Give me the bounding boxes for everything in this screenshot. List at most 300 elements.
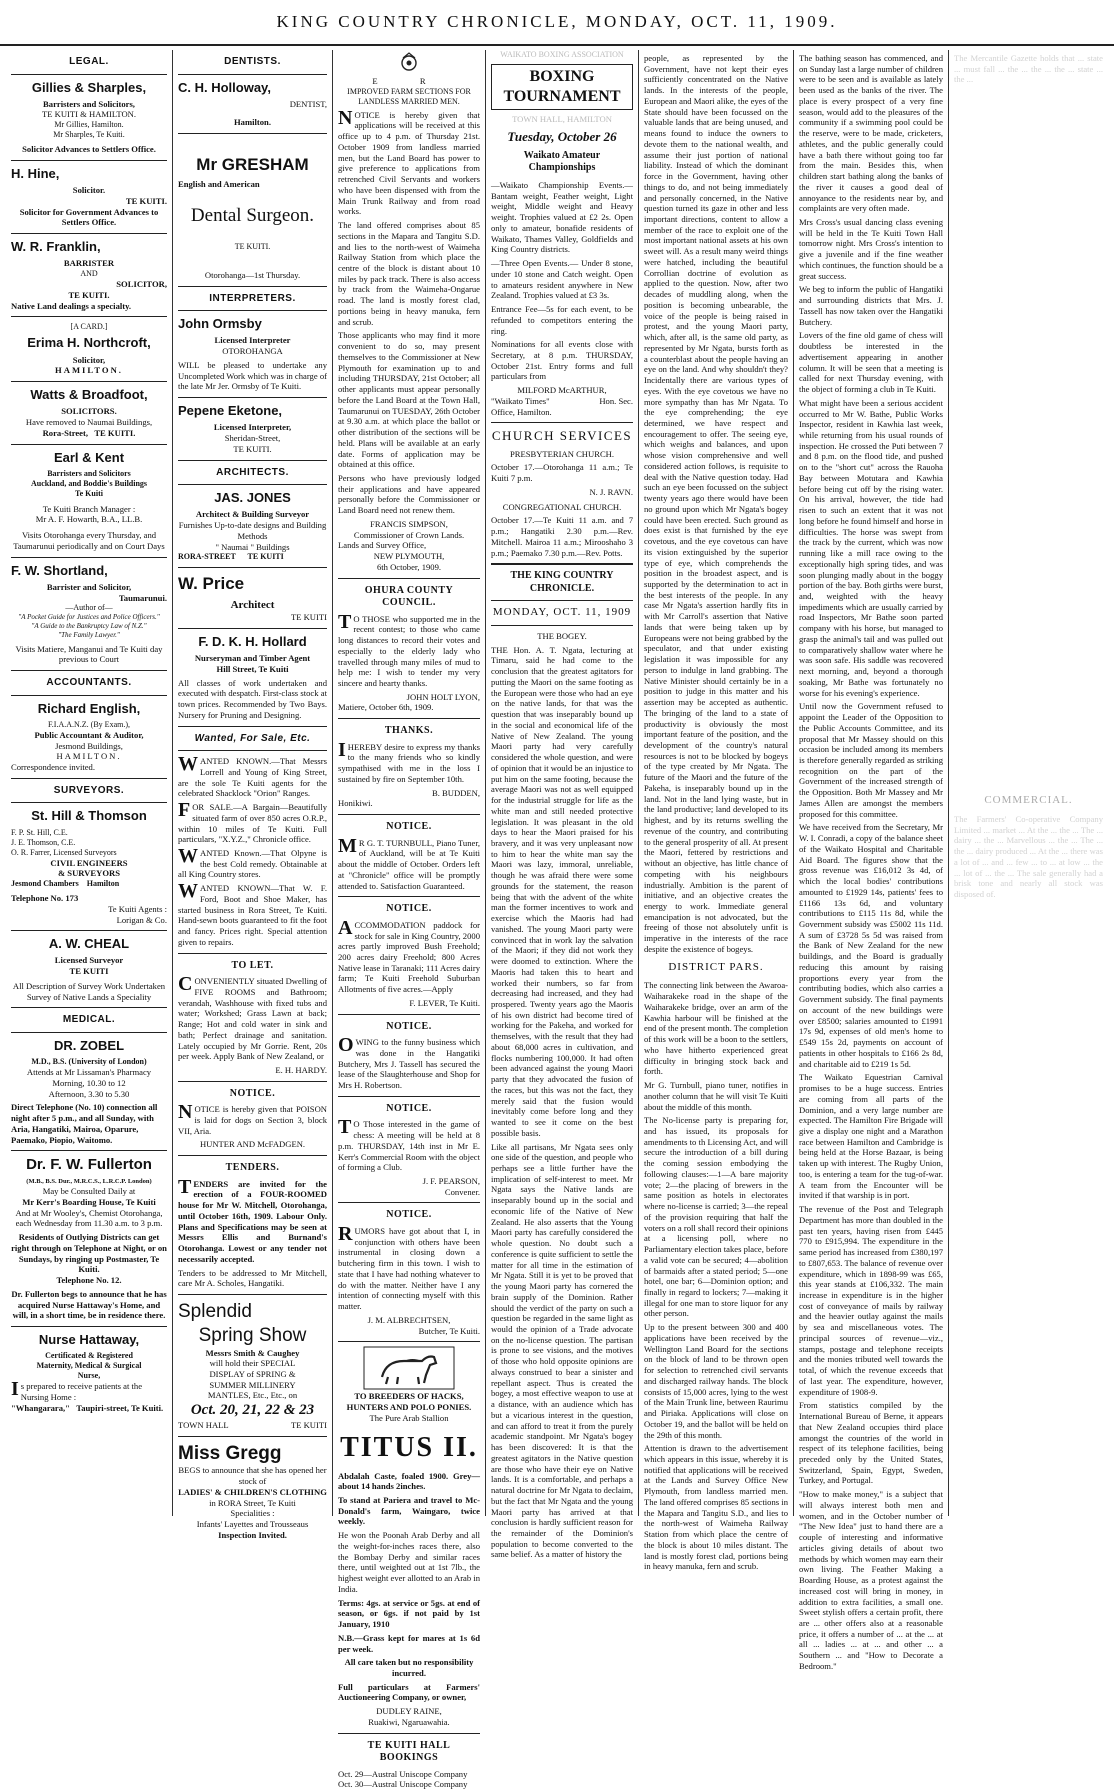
classified-wanted-3: WANTED KNOWN—That W. F. Ford, Boot and Shoe Maker, has started business in Rora Street, Te Kuiti. Hand-sewn boots guaranteed to fit the foot and fancy. Prices right. Special attention given to repairs. [178, 880, 327, 947]
ad-line: Is prepared to receive patients at the Nursing Home : [11, 1378, 143, 1402]
ad-line: Visits Matiere, Manganui and Te Kuiti day previous to Court [15, 643, 163, 665]
ad-eketone [178, 403, 327, 454]
ad-line: Waikato Amateur Championships [523, 149, 601, 174]
news-item: We have received from the Secretary, Mr W. I. Conradi, a copy of the balance sheet of the Waikato Hospital and Charitable Aid Board. The figures show that the gross revenue was £16,012 3s 4d, of which the local bodies' contributions amounted to £1929 14s, patients' fees to £1166 13s 6d, and voluntary contributions to £115 11s 8d, while the Government subsidy was £5002 11s 11d. A sum of £3728 5s 5d was raised from the Bank of New Zealand for the new buildings, and the Board is gradually reducing this amount by raising proportions every year from the contributing bodies, which also carries a Government subsidy. The final payments on account of the new buildings were over £8500; salaries amounted to £1991 17s 9d, expenses of old men's home to £549 15s 2d, payments on account of patients in other hospitals to £166 2s 8d, and charitable aid to £219 1s 5d. [799, 822, 943, 1069]
ohura-notice: TO THOSE who supported me in the recent contest; to those who came long distances to record their votes and especially to the elderly lady who travelled through many miles of mud to help me: I wish to tender my very sincere and hearty thanks. [338, 610, 480, 688]
ad-english [11, 701, 167, 773]
section-heading-dentists: DENTISTS. [224, 56, 281, 67]
classified-to-let: CONVENIENTLY situated Dwelling of FIVE ROOMS and Bathroom; verandah, Washhouse with fixed tubs and water; Workshed; Grass Lawn at back; Range; Hot and cold water in sink and bath; Perfect drainage and sanitation. Lately occupied by Mr Gorrie. Rent, 20s per week. Apply Bank of New Zealand, or [178, 973, 327, 1062]
ad-line: English and American [178, 179, 260, 190]
ad-zobel [11, 1038, 167, 1145]
divider [491, 563, 633, 565]
signature: FRANCIS SIMPSON, [370, 518, 448, 529]
divider [11, 1150, 167, 1151]
ad-line: N.B.—Grass kept for mares at 1s 6d per week. [338, 1632, 480, 1654]
boxing-entrance: Entrance Fee—5s for each event, to be refunded to competitors entering the ring. [491, 304, 633, 336]
ad-title: JAS. JONES [214, 490, 291, 506]
divider [338, 1202, 480, 1203]
section-heading-church: CHURCH SERVICES [491, 428, 633, 444]
column-4 [486, 50, 639, 1560]
ad-title: Earl & Kent [53, 449, 125, 465]
ad-gillies [11, 80, 167, 155]
news-item: Mr G. Turnbull, piano tuner, notifies in another column that he will visit Te Kuiti about the middle of this month. [644, 1080, 788, 1112]
rumors-notice: RUMORS have got about that I, in conjunction with others have been instrumental in closing down a butchering firm in this town. I wish to state that I have had nothing whatever to do with the matter. Neither have I any intention of connecting myself with this matter. [338, 1222, 480, 1312]
ad-line: Lorigan & Co. [116, 914, 167, 925]
ad-line: Otorohanga—1st Thursday. [204, 269, 301, 280]
ad-line: F.I.A.A.N.Z. (By Exam.), [47, 719, 130, 729]
ad-line: Nurseryman and Timber Agent [194, 653, 311, 664]
signature: B. BUDDEN, [432, 787, 480, 798]
ad-gregg [178, 1442, 327, 1541]
ad-line: Hamilton [86, 879, 120, 889]
church-service: October 17.—Te Kuiti 11 a.m. and 7 p.m.; Hangatiki 2.30 p.m.—Rev. Mitchell. Mairoa 11 a.m.; Mirooshaho 3 p.m.; Paemako 7.30 p.m.—Rev. Potts. [491, 515, 633, 558]
column-5 [639, 50, 794, 1572]
news-item: Mrs Cross's usual dancing class evening will be held in the Te Kuiti Town Hall tomorrow night. Mrs Cross's intention to give a juvenile and if the fine weather which continues, the function should be a great success. [799, 217, 943, 281]
butchery-notice: OWING to the funny business which was done in the Hangatiki Butchery, Mrs J. Tassell has secured the lease of the Slaughterhouse and Shop for Mrs H. Robertson. [338, 1034, 480, 1091]
divider [11, 160, 167, 161]
divider [178, 1294, 327, 1295]
ad-line: TE KUITI. [125, 195, 167, 206]
ad-title: TITUS II. [340, 1431, 478, 1463]
ad-line: TOWN HALL, HAMILTON [512, 114, 612, 124]
divider [178, 460, 327, 461]
news-item: The bathing season has commenced, and on Sunday last a large number of children were to be seen and is available as lately been used as the banks of the river. The place is every prospect of a very fine season, would add to the pleasures of the community if a swimming pool could be the reserve, were to be made, cricketers, athletes, and the public generally could have a bath there without going too far from the main. Besides this, when children start bathing along the banks of the river it causes a good deal of annoyance to the residents near by, and complaints are very often made. [799, 53, 943, 214]
divider [338, 1733, 480, 1734]
ad-line: Barrister and Solicitor, [46, 581, 132, 592]
ad-line: TE KUITI [247, 552, 284, 562]
ad-title: St. Hill & Thomson [31, 808, 147, 824]
ad-line: " Naumai " Buildings [215, 541, 290, 552]
ad-line: Tuesday, October 26 [507, 128, 617, 144]
divider [178, 484, 327, 485]
ad-line: & SURVEYORS [57, 868, 120, 879]
ad-line: OTOROHANGA [222, 346, 283, 357]
ad-line: Hamilton. [233, 117, 271, 128]
section-heading-notice: NOTICE. [229, 1087, 276, 1099]
church-heading: CONGREGATIONAL CHURCH. [502, 501, 622, 512]
ad-line: Oct. 20, 21, 22 & 23 [190, 1402, 315, 1419]
ad-title: F. D. K. H. Hollard [198, 633, 307, 649]
ad-line: Telephone No. 173 [11, 893, 79, 904]
section-heading-legal: LEGAL. [69, 56, 109, 67]
ad-title: F. W. Shortland, [11, 562, 108, 578]
ad-line: TOWN HALL [178, 1419, 229, 1430]
ad-ormsby [178, 316, 327, 392]
ad-line: Residents of Outlying Districts can get right through on Telephone at Night, or on Sundays, by ringing up Postmaster, Te Kuiti. [11, 1232, 167, 1275]
signature: 6th October, 1909. [376, 561, 442, 572]
ad-line: TE KUITI [69, 966, 109, 977]
ad-line: Licensed Surveyor [54, 955, 124, 966]
ad-line: Certificated & Registered [45, 1351, 133, 1361]
divider [338, 718, 480, 719]
divider [178, 628, 327, 629]
signature: N. J. RAVN. [589, 486, 633, 497]
ad-hattaway [11, 1332, 167, 1413]
section-heading-interpreters: INTERPRETERS. [209, 292, 296, 304]
boxing-events: —Waikato Championship Events.— Bantam weight, Feather weight, Light weight, Middle weight and Heavy weight. Trophies valued at £2 2s. Open only to amateur, bonafide residents of Waikato, Thames Valley, Goldfields and King Country districts. [491, 179, 633, 255]
news-item: From statistics compiled by the International Bureau of Berne, it appears that New Zealand occupies third place amongst the countries of the world in respect of its telephone facilities, being preceded only by the United States, Switzerland, Spain, Egypt, Sweden, Turkey, and Portugal. [799, 1400, 943, 1486]
divider [11, 1032, 167, 1033]
ad-title: Miss Gregg [178, 1442, 282, 1464]
ad-line: TE KUITI. [94, 427, 136, 438]
ad-line: Barristers and Solicitors [47, 468, 131, 478]
ad-line: "Whangarara," [11, 1402, 70, 1413]
ad-title: Nurse Hattaway, [38, 1332, 140, 1347]
ad-franklin [11, 239, 167, 311]
ad-holloway [178, 80, 327, 129]
section-heading-notice: NOTICE. [386, 1102, 432, 1114]
section-heading-ohura: OHURA COUNTY COUNCIL. [364, 584, 454, 609]
section-heading-notice: NOTICE. [386, 1209, 432, 1221]
ad-line: "The Family Lawyer." [58, 630, 120, 639]
ad-line: Direct Telephone (No. 10) connection all night after 5 p.m., and all Sunday, with Aria, Hangatiki, Mairoa, Oparure, Paemako, Piopio, Waitomo. [11, 1102, 158, 1145]
land-notice-persons: Persons who have previously lodged their applications and have appeared personally before the Commissioner or Land Board need not renew them. [338, 472, 480, 516]
ad-title: Splendid [178, 1301, 252, 1323]
column-2 [173, 50, 333, 1540]
ad-line: "A Pocket Guide for Justices and Police Officers." [18, 613, 160, 622]
ad-line: Architect [230, 598, 275, 611]
divider [178, 397, 327, 398]
divider [338, 578, 480, 579]
land-notice-offered: The land offered comprises about 85 sections in the Mapara and Tangitu S.D. and lies to the north-west of Waimeha Railway Station from which place the centre of the block is distant about 10 miles by pack track. There is also access by track from the Waimeha-Ongarue road. The land is mostly forest clad, portions being in heavy manuka, fern and scrub. [338, 220, 480, 327]
divider [338, 896, 480, 897]
classified-for-sale: FOR SALE.—A Bargain—Beautifully situated farm of over 850 acres O.R.P., within 10 miles of Te Kuiti. Full particulars, "X.Y.Z.," Chronicle office. [178, 799, 327, 845]
divider [178, 1081, 327, 1082]
ad-line: TO BREEDERS OF HACKS, HUNTERS AND POLO PONIES. [346, 1391, 472, 1413]
ad-line: And at Mr Wooley's, Chemist Otorohanga, each Wednesday from 11.30 a.m. to 3 p.m. [15, 1207, 163, 1229]
section-heading-tenders: TENDERS. [225, 1162, 280, 1174]
ad-title: Gillies & Sharples, [31, 79, 147, 95]
ad-line: Solicitor Advances to Settlers Office. [22, 144, 156, 155]
ad-title: A. W. CHEAL [48, 936, 130, 952]
divider [11, 74, 167, 75]
ad-line: "A Guide to the Bankruptcy Law of N.Z." [31, 622, 147, 631]
divider [11, 1007, 167, 1008]
ad-line: Specialities : [230, 1508, 275, 1519]
ad-sthill [11, 808, 167, 925]
ad-line: TE KUITI [290, 612, 327, 623]
column-6 [794, 50, 949, 1671]
ad-line: Te Kuiti Branch Manager : [42, 503, 136, 514]
ad-title: John Ormsby [178, 316, 262, 332]
section-heading-bookings: TE KUITI HALL BOOKINGS [367, 1739, 451, 1764]
ad-line: Attends at Mr Lissaman's Pharmacy Morning, 10.30 to 12 [26, 1067, 152, 1088]
ad-fullerton [11, 1156, 167, 1321]
divider [178, 286, 327, 287]
card-label: [A CARD.] [70, 322, 108, 332]
ad-line: Public Accountant & Auditor, [34, 729, 144, 740]
ad-line: Solicitor. [72, 185, 106, 196]
ad-line: Full particulars at Farmers' Auctioneering Company, or owner, [338, 1681, 480, 1703]
ad-price [178, 573, 327, 623]
ad-line: TE KUITI [290, 1419, 327, 1430]
ad-line: The Pure Arab Stallion [369, 1412, 449, 1423]
ad-line: Rora-Street, [42, 427, 89, 438]
ad-line: Taupiri-street, Te Kuiti. [76, 1402, 164, 1413]
signature: J. M. ALBRECHTSEN, [367, 1314, 451, 1325]
paper-title: THE KING COUNTRY CHRONICLE. [510, 570, 614, 594]
ad-line: TE KUITI. [234, 241, 271, 251]
ad-line: Mr Gillies, Hamilton. [54, 120, 124, 130]
ad-line: Architect & Building Surveyor [195, 509, 310, 520]
ad-line: BEGS to announce that she has opened her stock of [178, 1465, 327, 1487]
divider [178, 726, 327, 727]
news-item: The No-license party is preparing for, and has issued, its proposals for amendments to th Licensing Act, and will secure the introduction of a bill during the coming session embodying the following clauses:—1—A bare majority vote; 2—the placing of brewers in the same position as hotels in electorates where no-license is carried; 3—the repeal of the provision requiring that half the voters on a roll shall record their opinions at a licensing poll, where no Parliamentary election takes place, before a valid vote can be secured; 4—abolition of barmaids after a stated period; 5—one hotel, one bar; 6—Dominion option; and finally in regard to lockers; 7—making it illegal for one man to store liquor for any other person. [644, 1115, 788, 1319]
ad-title: W. R. Franklin, [11, 239, 101, 255]
chess-notice: TO Those interested in the game of chess: A meeting will be held at 8 p.m. THURSDAY, 14th inst in Mr E. Kerr's Commercial Room with the object of forming a Club. [338, 1116, 480, 1173]
ad-line: Te Kuiti Agents : [108, 903, 167, 914]
signature: Matiere, October 6th, 1909. [338, 702, 434, 713]
turnbull-notice: MR G. T. TURNBULL, Piano Tuner, of Auckland, will be at Te Kuiti about the middle of October. Orders left at "Chronicle" office will be promptly attended to. Satisfaction Guaranteed. [338, 834, 480, 891]
classified-tenders: TENDERS are invited for the erection of a FOUR-ROOMED house for Mr W. Mitchell, Otorohanga, until October 16th, 1909. Labour Only. Plans and Specifications may be seen at Messrs Ellis and Burnand's Otorohanga. Lowest or any tender not necessarily accepted. [178, 1175, 327, 1264]
ad-spring-show [178, 1300, 327, 1431]
classified-notice: NOTICE is hereby given that POISON is laid for dogs on Section 3, block VII, Aria. [178, 1101, 327, 1136]
news-item: We beg to inform the public of Hangatiki and surrounding districts that Mrs. J. Tassell has now taken over the Hangatiki Butchery. [799, 284, 943, 327]
ad-line: Abdalah Caste, foaled 1900. Grey—about 14 hands 2inches. [338, 1470, 480, 1492]
section-heading-notice: NOTICE. [386, 903, 432, 915]
divider [338, 1096, 480, 1097]
ad-line: (M.B., B.S. Dur., M.R.C.S., L.R.C.P. London) [26, 1178, 152, 1186]
ad-line: Furnishes Up-to-date designs and Building Methods [178, 520, 327, 541]
news-item: Lovers of the fine old game of chess will doubtless be interested in the advertisement appearing in another column. It will be seen that a meeting is called for next Thursday evening, with the object of forming a club in Te Kuiti. [799, 330, 943, 395]
ad-line: Sheridan-Street, [224, 433, 281, 444]
ad-line: O. R. Farrer, [11, 847, 52, 857]
section-heading-wanted: Wanted, For Sale, Etc. [194, 732, 311, 744]
classified-wanted-2: WANTED Known.—That Olpyne is the best Cold remedy. Obtainable at all King Country stores. [178, 845, 327, 880]
ad-line: Hill Street, Te Kuiti [216, 663, 289, 674]
section-heading-architects: ARCHITECTS. [216, 466, 289, 478]
ad-jones [178, 490, 327, 562]
ad-line: All Description of Survey Work Undertaken [12, 980, 166, 991]
classified-wanted-1: WANTED KNOWN.—That Messrs Lorrell and Young of King Street, are the sole Te Kuiti agents for the celebrated Shacklock "Orion" Ranges. [178, 753, 327, 799]
crest-letters: E R [372, 76, 446, 86]
ad-line: WILL be pleased to undertake any Uncompleted Work which was in charge of the late Mr Jer. Ormsby of Te Kuiti. [178, 359, 327, 392]
signature: Hon. Sec. [599, 395, 633, 406]
signature: Commissioner of Crown Lands. [353, 529, 465, 540]
ad-line: Terms: 4gs. at service or 5gs. at end of season, or 6gs. if not paid by 1st January, 1910 [338, 1597, 480, 1630]
article-heading: THE BOGEY. [537, 631, 587, 642]
ad-line: Licensed Surveyors [53, 847, 117, 857]
signature: Office, Hamilton. [491, 406, 552, 417]
news-item: Attention is drawn to the advertisement which appears in this issue, whereby it is notified that applications will be received at the Lands and Survey Office New Plymouth, from landless married men. The land offered comprises 85 sections in the Mapara and Tangitu S.D., and lies to the north-west of Waimeha Railway Station from which place the centre of the block is about 10 miles distant. The land is mostly forest clad, portions being in heavy manuka, fern and scrub. [644, 1443, 788, 1572]
section-heading-district-pars: DISTRICT PARS. [668, 960, 764, 973]
ad-title: C. H. Holloway, [178, 79, 271, 95]
divider [11, 557, 167, 558]
ad-title: Spring Show [198, 1324, 307, 1346]
accommodation-notice: ACCOMMODATION paddock for stock for sale in King Country, 2000 acres partly improved Bush Freehold; 200 acres dairy Freehold; 800 Acres Native lease in Taranaki; 111 Acres dairy farm; Te Kuiti Freehold Suburban Allotments of five acres.—Apply [338, 916, 480, 995]
thanks-notice: IHEREBY desire to express my thanks to the many friends who so kindly sympathised with me in the loss I sustained by fire on September 10th. [338, 738, 480, 784]
section-heading-commercial: COMMERCIAL. [984, 794, 1073, 807]
land-notice: NOTICE is hereby given that applications will be received at this office up to 4 p.m. of Thursday 21st. October 1909 from landless married men, but the Land Board has power to give preference to applications from retrenched Civil Servants and workers who have been dispensed with from the Main Trunk Railway and from road works. [338, 106, 480, 217]
land-notice-those: Those applicants who may find it more convenient to do so, may present themselves to the Commissioner at New Plymouth for examination up to and including THURSDAY, 21st October; all other applicants must appear personally before the Land Board at the Town Hall, Taumarunui on TUESDAY, 26th October at 9.30 a.m. at which place the ballot or other distribution of the sections will be held. Plans will be available at an early date. Forms of application may be obtained at this office. [338, 330, 480, 470]
ad-line: CIVIL ENGINEERS [50, 857, 128, 868]
divider [11, 316, 167, 317]
ad-line: will hold their SPECIAL [209, 1358, 296, 1369]
news-item: What might have been a serious accident occurred to Mr W. Bathe, Public Works Inspector, resident in Kawhia last week, while returning from his usual rounds of inspection. He crossed the Puti between 7 and 8 p.m. on the flood tide, and pushed on to the "short cut" across the Rauoha Bay between Motutara and Kawhia before being cut off by the rising water. On his arrival, however, the tide had risen to such an extent that it was not long before he found himself and horse in difficulties. The horse was swept from the track by the current, which was now running like a mill race owing to the exceptionally high spring tides, and was soon plunging madly about in the boggy portion of the bay. Both girths were burst, and, weighted with the heavy impediments which are usually carried by road Inspectors, Mr Bathe soon parted company with his horse, but managed to grasp the animal's tail and was pulled out to comparatively shallow water where he was soon safe. His saddle was recovered next morning, and, beyond a thorough soaking, Mr Bathe was fortunately no worse for his evening's experience. [799, 397, 943, 698]
ad-line: Have removed to Naumai Buildings, [25, 417, 153, 428]
signature: MILFORD McARTHUR, [517, 385, 607, 396]
ad-line: SOLICITOR, [116, 279, 167, 290]
ad-line: Correspondence invited. [11, 762, 96, 773]
section-heading-accountants: ACCOUNTANTS. [46, 677, 132, 689]
royal-crest-icon [389, 52, 429, 74]
news-item: The connecting link between the Awaroa-Waiharakeke road in the shape of the Waiharakeke bridge, over an arm of the Kawhia harbour will be finished at the end of the present month. The completion of this work will be a boon to the settlers, who have hitherto experienced great difficulty in bringing stock back and forth. [644, 980, 788, 1077]
news-item: The Mercantile Gazette holds that ... state ... must fall ... the ... the ... the ... state ... the ... [954, 53, 1103, 85]
ad-line: DENTIST, [289, 98, 327, 109]
section-heading-to-let: TO LET. [231, 959, 274, 971]
ad-title: Erima H. Northcroft, [27, 335, 151, 351]
boxing-open-events: —Three Open Events.— Under 8 stone, under 10 stone and Catch weight. Open to amateurs resident anywhere in New Zealand. Trophies valued at £3 3s. [491, 258, 633, 301]
ad-line: Telephone No. 12. [56, 1275, 122, 1286]
masthead-title: KING COUNTRY CHRONICLE, MONDAY, OCT. 11, 1909. [276, 12, 838, 31]
ad-line: Licensed Interpreter [214, 335, 291, 346]
divider [178, 74, 327, 75]
ad-northcroft [11, 335, 167, 376]
section-heading-notice: NOTICE. [386, 821, 432, 833]
ad-line: Inspection Invited. [218, 1529, 287, 1540]
signature: F. LEVER, Te Kuiti. [409, 997, 480, 1008]
section-heading-notice: NOTICE. [386, 1020, 432, 1032]
divider [11, 778, 167, 779]
ad-line: Auckland, and Boddie's Buildings [30, 478, 148, 488]
divider [491, 625, 633, 626]
ad-hine [11, 166, 167, 228]
ad-line: DISPLAY of SPRING & [209, 1368, 296, 1379]
divider [491, 422, 633, 423]
divider [178, 133, 327, 134]
ad-title: W. Price [178, 574, 245, 594]
article-body: THE Hon. A. T. Ngata, lecturing at Timaru, said he had come to the conclusion that the greatest agitators for putting the Maori on the same footing as the European were those who had an eye on the native lands, for that was the question that was inseparably bound up in the social and economical life of the Native of New Zealand. The young Maori party had very carefully considered the whole question, and were of opinion that it would be an injustice to put him on the same footing, because the average Maori was not as well equipped for the industrial struggle for life as the white man and still needed protective legislation. It was pleasant in the old days to hear the Maori praised for his bravery, and it was very unpleasant now to him to hear the white man say the Maori was lazy, immoral, unreliable, though he was afraid there were some grounds for the statement, the reason being that with the advent of the white man the former incentives to work and exercise which the Maoris had had vanished. The young Maori party were convinced that in work lay the salvation of the Maori; if they did not work they were doomed to extinction. Where the Maoris had taken this to heart and worked their numbers, so far from decreasing had increased, and they had prospered. Twenty years ago the Maoris of his own district had become tired of working for the Pakeha, and worked for themselves, with the result that they had about 68,000 acres in cultivation, and flocks numbering 100,000. It had often been advanced against the young Maori party that they advocated the fusion of the races, but this was not the fact, they merely said that the fusion would inevitably come before long and they wanted to see it come on the best possible basis. [491, 644, 633, 1138]
ad-line: Solicitor, [72, 354, 106, 365]
ad-title: Watts & Broadfoot, [30, 387, 148, 403]
section-heading-surveyors: SURVEYORS. [53, 784, 125, 796]
ad-line: RORA-STREET [178, 552, 236, 562]
ad-line: Visits Otorohanga every Thursday, and Taumarunui periodically and on Court Days [13, 530, 165, 551]
divider [338, 1341, 480, 1342]
ad-line: To stand at Pariera and travel to Mc-Donald's farm, Waingaro, twice weekly. [338, 1494, 480, 1527]
ad-line: BARRISTER [63, 258, 115, 269]
boxing-nominations: Nominations for all events close with Secretary, at 8 p.m. THURSDAY, October 21st. Entry forms and full particulars from [491, 339, 633, 382]
signature: "Waikato Times" [491, 395, 550, 406]
ad-line: M.D., B.S. (University of London) [31, 1057, 147, 1067]
divider [178, 750, 327, 751]
divider [11, 670, 167, 671]
ad-watts [11, 387, 167, 438]
ad-line: Jesmond Buildings, [55, 740, 123, 751]
faded-text-area [954, 88, 1103, 788]
signature: Butcher, Te Kuiti. [418, 1325, 480, 1336]
divider [338, 814, 480, 815]
ad-line: TE KUITI. [233, 443, 272, 454]
church-service: October 17.—Otorohanga 11 a.m.; Te Kuiti 7 p.m. [491, 462, 633, 484]
ad-title: DR. ZOBEL [53, 1037, 125, 1053]
article-body: Like all partisans, Mr Ngata sees only one side of the question, and people who perhaps see a little further have the implication of self-interest to meet. Mr Ngata says the Native lands are inseparably bound up in the social and economic life of the Native of New Zealand. He also asserts that the Young Maori party has carefully considered the whole question. No doubt such a conference is quite sufficient to settle the matter for all time in the estimation of Mr Ngata. Still it is yet to be proved that the young Maori party has cornered the brain supply of the Dominion. Rather should the verdict of the party on such a question be regarded in the same light as would the opinion of a Trade advocate on the no-license question. The partisan is prone to see visions, and the motives of those who hold opposite opinions are always construed to bear a sinister and repellant aspect. Thus is created the bogey, a most effective weapon to use at a distance, with an audience which has but a vicarious interest in the question, and can afford to treat it from the purely academic standpoint. Mr Ngata's bogey has been discovered: It is that the greatest agitators in the Native question are those who have their eye on Native lands. It is a comfortable, and perhaps a natural doctrine for Mr Ngata to declaim, but the fact that Mr Ngata and the young Maori party has arrived at that conclusion is hardly sufficient reason for the remainder of the Dominion's population to become converted to the same belief. As a matter of history the [491, 1141, 633, 1560]
ad-line: in RORA Street, Te Kuiti [209, 1497, 296, 1508]
notice-heading: IMPROVED FARM SECTIONS FOR LANDLESS MARRIED MEN. [347, 86, 471, 106]
ad-line: J. E. Thomson, C.E. [11, 837, 76, 847]
ad-line: Native Land dealings a specialty. [11, 300, 132, 311]
ad-line: Solicitor for Government Advances to Settlers Office. [19, 206, 159, 228]
ad-line: Survey of Native Lands a Speciality [26, 991, 152, 1002]
divider [178, 953, 327, 954]
signature: Convener. [444, 1186, 480, 1197]
divider [178, 1155, 327, 1156]
divider [178, 310, 327, 311]
ad-line: LADIES' & CHILDREN'S CLOTHING [178, 1486, 327, 1497]
section-heading-medical: MEDICAL. [62, 1014, 116, 1026]
news-item: Until now the Government refused to appoint the Leader of the Opposition to the Public Accounts Committee, and its proposal that Mr Massey should on this occasion be included among its members is therefore generally regarded as striking recognition on the part of the Government of the increased strength of the Opposition. Both Mr Massey and Mr James Allen are amongst the members proposed for this committee. [799, 701, 943, 819]
divider [178, 1436, 327, 1437]
booking-item: Oct. 30—Austral Uniscope Company [338, 1779, 468, 1790]
ad-line: SOLICITORS. [61, 406, 117, 417]
ad-line: Mr Sharples, Te Kuiti. [53, 130, 125, 140]
divider [11, 444, 167, 445]
newspaper-columns [6, 50, 1108, 1790]
ad-earl-kent [11, 450, 167, 552]
ad-line: Licensed Interpreter, [213, 422, 292, 433]
signature: HUNTER AND McFADGEN. [199, 1139, 306, 1150]
ad-title: BOXING TOURNAMENT [491, 64, 633, 110]
ad-line: Dental Surgeon. [190, 205, 315, 227]
divider [11, 802, 167, 803]
divider [11, 930, 167, 931]
church-heading: PRESBYTERIAN CHURCH. [509, 448, 615, 459]
signature: E. H. HARDY. [275, 1065, 327, 1075]
ad-cheal [11, 936, 167, 1002]
ad-line: —Author of— [65, 603, 113, 613]
signature: J. F. PEARSON, [422, 1175, 480, 1186]
ad-title: Mr GRESHAM [196, 155, 309, 175]
ad-line: Ruakiwi, Ngaruawahia. [368, 1716, 450, 1727]
news-item: The Farmers' Co-operative Company Limited ... market ... At the ... the ... The ... dairy ... the ... Marvellous ... the ... The ... the ... dairy produced ... At the ... there was a lot of ... and ... few ... to ... at low ... the ... lot of ... the ... The sale generally had a brisk tone and nearly all stock was disposed of. [954, 813, 1103, 900]
ad-line: All care taken but no responsibility incurred. [344, 1657, 474, 1678]
ad-line: HAMILTON. [55, 365, 123, 376]
signature: JOHN HOLT LYON, [406, 691, 480, 702]
ad-line: TE KUITI & HAMILTON. [41, 109, 137, 120]
ad-line: Infants' Layettes and Trousseaus [196, 1519, 309, 1530]
ad-line: AND [80, 269, 98, 279]
news-item: "How to make money," is a subject that will always interest both men and women, and in the October number of "The New Idea" just to hand there are a couple of interesting and informative articles giving details of about two methods by which women may earn their own living. The Feather Making a Boarding House, as a protest against the increased cost will bring in money, in addition to extra facilities, a small one. Sweet stylish offers a certain profit, there are ... other offers also at a reasonable price, it offers a number of ... at the ... at all ... ladies ... at ... and other ... a Southern ... and "How to Decorate a Bedroom." [799, 1489, 943, 1671]
news-item: Up to the present between 300 and 400 applications have been received by the Wellington Land Board for the sections on the block of land to be thrown open for selection to retrenched civil servants and discharged railway hands. The block consists of 15,000 acres, lying to the west of the Main Trunk line, between Raurimu and Piriaka. Applications will close on October 19, and the ballot will be held on the 29th of this month. [644, 1322, 788, 1440]
ad-line: WAIKATO BOXING ASSOCIATION [500, 50, 624, 59]
column-7 [949, 50, 1108, 1516]
signature: NEW PLYMOUTH, [373, 551, 445, 562]
ad-line: F. P. St. Hill, C.E. [11, 827, 68, 837]
divider [338, 1014, 480, 1015]
signature: Lands and Survey Office, [338, 540, 427, 551]
ad-shortland [11, 563, 167, 665]
section-heading-thanks: THANKS. [384, 725, 434, 737]
ad-line: Barristers and Solicitors, [43, 98, 135, 109]
paper-date: MONDAY, OCT. 11, 1909 [492, 606, 632, 619]
divider [178, 567, 327, 568]
ad-line: HAMILTON. [56, 751, 122, 762]
divider [11, 233, 167, 234]
ad-title: H. Hine, [11, 165, 60, 181]
booking-item: Oct. 29—Austral Uniscope Company [338, 1768, 468, 1779]
classified-tenders-2: Tenders to be addressed to Mr Mitchell, care Mr A. Scholes, Hangatiki. [178, 1267, 327, 1289]
column-3 [333, 50, 486, 1790]
ad-line: All classes of work undertaken and executed with despatch. First-class stock at town prices. Recommended by Two Bays. Nursery for Pruning and Designing. [178, 677, 327, 720]
ad-line: Nurse, [77, 1371, 101, 1381]
divider [491, 600, 633, 601]
signature: Honikiwi. [338, 798, 373, 809]
horse-icon [364, 1347, 454, 1389]
ad-hollard [178, 634, 327, 721]
ad-title: Richard English, [37, 700, 141, 716]
ad-line: Mr A. F. Howarth, B.A., LL.B. [35, 514, 143, 525]
ad-line: MANTLES, Etc., Etc., on [207, 1390, 298, 1401]
